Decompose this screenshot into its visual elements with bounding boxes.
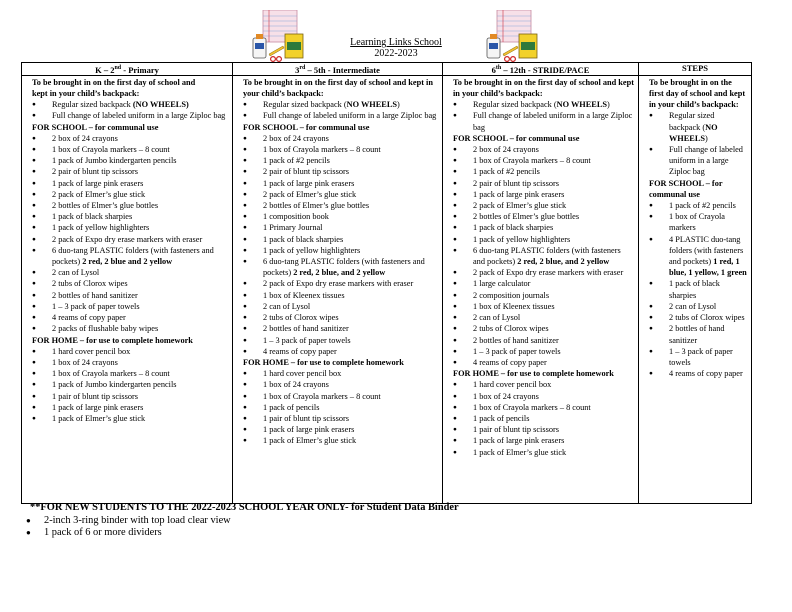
supply-item: ● 1 box of 24 crayons: [32, 357, 228, 368]
supply-item: ● 2 tubs of Clorox wipes: [453, 323, 634, 334]
supply-item: ● 2 bottles of Elmer’s glue bottles: [32, 200, 228, 211]
supply-item: ● 2 box of 24 crayons: [453, 144, 634, 155]
supply-item: ● 1 pack of yellow highlighters: [32, 222, 228, 233]
supply-item: ● 1 – 3 pack of paper towels: [32, 301, 228, 312]
supply-item: ● 2 pair of blunt tip scissors: [243, 166, 438, 177]
supply-item: ● 1 box of Kleenex tissues: [243, 290, 438, 301]
supply-item: ● 2 bottles of hand sanitizer: [453, 335, 634, 346]
supply-item: ● Full change of labeled uniform in a large Ziploc bag: [32, 110, 228, 121]
supply-item: ● 1 pack of large pink erasers: [243, 178, 438, 189]
supply-item: ● 1 box of Crayola markers – 8 count: [32, 368, 228, 379]
supply-item: ● 1 pair of blunt tip scissors: [32, 391, 228, 402]
supply-item: ● 2 box of 24 crayons: [243, 133, 438, 144]
column-header-intermediate: 3rd – 5th - Intermediate: [233, 63, 443, 76]
supply-item: ● 1 pack of large pink erasers: [453, 189, 634, 200]
dividers-item: ● 1 pack of 6 or more dividers: [28, 527, 459, 540]
new-students-section: [28, 502, 459, 540]
section-heading: FOR SCHOOL – for communal use: [243, 122, 370, 132]
supply-item: ● 6 duo-tang PLASTIC folders (with fasteners and pockets) 2 red, 2 blue and 2 yellow: [32, 245, 228, 267]
document-header: [300, 37, 492, 59]
section-heading: FOR SCHOOL – for communal use: [32, 122, 159, 132]
school-supplies-clipart-right: [485, 10, 540, 62]
supply-item: ● 1 pack of pencils: [453, 413, 634, 424]
supply-item: ● 1 Primary Journal: [243, 222, 438, 233]
column-steps: [639, 75, 752, 503]
section-heading: FOR SCHOOL – for communal use: [649, 178, 723, 199]
supply-item: ● 1 pack of black sharpies: [243, 234, 438, 245]
supply-item: ● 1 pack of Elmer’s glue stick: [453, 447, 634, 458]
column-header-stride-pace: 6th – 12th - STRIDE/PACE: [443, 63, 639, 76]
supply-item: ● 2 pair of blunt tip scissors: [32, 166, 228, 177]
supply-item: ● Full change of labeled uniform in a large Ziploc bag: [243, 110, 438, 121]
supply-item: ● 6 duo-tang PLASTIC folders (with fasteners and pockets) 2 red, 2 blue, and 2 yellow: [453, 245, 634, 267]
supply-item: ● 1 box of Crayola markers – 8 count: [453, 402, 634, 413]
supply-item: ● 2 tubs of Clorox wipes: [32, 278, 228, 289]
supply-item: ● 4 reams of copy paper: [453, 357, 634, 368]
section-heading: kept in your child’s backpack:: [32, 89, 140, 99]
supply-item: ● 1 pack of large pink erasers: [243, 424, 438, 435]
supply-item: ● 2 box of 24 crayons: [32, 133, 228, 144]
supply-item: ● 1 – 3 pack of paper towels: [649, 346, 747, 368]
section-heading: FOR HOME – for use to complete homework: [243, 357, 404, 367]
supply-item: ● 1 pack of large pink erasers: [32, 402, 228, 413]
supply-item: ● 2 pack of Elmer’s glue stick: [32, 189, 228, 200]
supply-item: ● 1 pack of Jumbo kindergarten pencils: [32, 379, 228, 390]
supply-item: ● Regular sized backpack (NO WHEELS): [453, 99, 634, 110]
supply-item: ● Regular sized backpack (NO WHEELS): [649, 110, 747, 144]
supply-item: ● 1 pack of black sharpies: [649, 278, 747, 300]
section-heading: FOR HOME – for use to complete homework: [32, 335, 193, 345]
supply-item: ● 2 composition journals: [453, 290, 634, 301]
supply-item: ● 2 bottles of hand sanitizer: [649, 323, 747, 345]
supply-item: ● 1 pack of yellow highlighters: [453, 234, 634, 245]
supply-item: ● 1 pair of blunt tip scissors: [243, 413, 438, 424]
column-primary: [22, 75, 233, 503]
supply-item: ● 2 pack of Expo dry erase markers with eraser: [453, 267, 634, 278]
school-year: 2022-2023: [374, 48, 418, 59]
supply-item: ● 2 bottles of hand sanitizer: [243, 323, 438, 334]
supply-item: ● Full change of labeled uniform in a large Ziploc bag: [453, 110, 634, 132]
supply-item: ● 1 pair of blunt tip scissors: [453, 424, 634, 435]
supply-list-table: [21, 62, 752, 504]
supply-item: ● 1 pack of Elmer’s glue stick: [32, 413, 228, 424]
supply-item: ● 2 can of Lysol: [453, 312, 634, 323]
supply-item: ● 4 reams of copy paper: [649, 368, 747, 379]
supply-item: ● 2 bottles of hand sanitizer: [32, 290, 228, 301]
supply-item: ● 1 hard cover pencil box: [243, 368, 438, 379]
supply-item: ● 2 pack of Expo dry erase markers with eraser: [243, 278, 438, 289]
supply-item: ● 1 pack of Jumbo kindergarten pencils: [32, 155, 228, 166]
supply-item: ● 1 pack of black sharpies: [453, 222, 634, 233]
column-header-primary: K – 2nd - Primary: [22, 63, 233, 76]
supply-item: ● 1 pack of #2 pencils: [243, 155, 438, 166]
supply-item: ● 1 composition book: [243, 211, 438, 222]
supply-item: ● 2 packs of flushable baby wipes: [32, 323, 228, 334]
section-heading: FOR HOME – for use to complete homework: [453, 369, 614, 379]
supply-item: ● 1 box of Kleenex tissues: [453, 301, 634, 312]
supply-item: ● 1 box of Crayola markers – 8 count: [243, 391, 438, 402]
supply-item: ● 1 large calculator: [453, 278, 634, 289]
school-name: Learning Links School: [350, 37, 442, 48]
supply-item: ● 1 pack of Elmer’s glue stick: [243, 435, 438, 446]
supply-item: ● 2 pack of Elmer’s glue stick: [243, 189, 438, 200]
supply-item: ● 2 tubs of Clorox wipes: [649, 312, 747, 323]
section-heading: To be brought in on the first day of school and kept in your child’s backpack:: [243, 77, 433, 99]
supply-item: ● 2 can of Lysol: [649, 301, 747, 312]
supply-item: ● 1 box of 24 crayons: [453, 391, 634, 402]
supply-item: ● 6 duo-tang PLASTIC folders (with fasteners and pockets) 2 red, 2 blue, and 2 yellow: [243, 256, 438, 278]
supply-item: ● 2 can of Lysol: [32, 267, 228, 278]
supply-item: ● 1 pack of #2 pencils: [453, 166, 634, 177]
supply-item: ● 1 pack of pencils: [243, 402, 438, 413]
binder-item: ● 2-inch 3-ring binder with top load clear view: [28, 515, 459, 528]
school-supplies-clipart-left: [251, 10, 306, 62]
supply-item: ● 1 box of Crayola markers – 8 count: [243, 144, 438, 155]
section-heading: FOR SCHOOL – for communal use: [453, 133, 580, 143]
section-heading: To be brought in on the first day of school and: [32, 77, 196, 87]
supply-item: ● 1 box of Crayola markers: [649, 211, 747, 233]
supply-item: ● 1 – 3 pack of paper towels: [453, 346, 634, 357]
supply-item: ● 4 reams of copy paper: [243, 346, 438, 357]
supply-item: ● 2 tubs of Clorox wipes: [243, 312, 438, 323]
supply-item: ● 2 bottles of Elmer’s glue bottles: [453, 211, 634, 222]
section-heading: To be brought in on the first day of school and kept in your child’s backpack:: [453, 77, 634, 99]
supply-item: ● Full change of labeled uniform in a large Ziploc bag: [649, 144, 747, 178]
column-header-steps: STEPS: [639, 63, 752, 76]
table-body-row: [22, 75, 752, 503]
supply-item: ● 2 pack of Expo dry erase markers with eraser: [32, 234, 228, 245]
supply-item: ● 1 pack of yellow highlighters: [243, 245, 438, 256]
supply-item: ● 1 box of Crayola markers – 8 count: [32, 144, 228, 155]
supply-item: ● 2 pack of Elmer’s glue stick: [453, 200, 634, 211]
supply-item: ● 1 box of Crayola markers – 8 count: [453, 155, 634, 166]
supply-item: ● 4 PLASTIC duo-tang folders (with fasteners and pockets) 1 red, 1 blue, 1 yellow, 1 green: [649, 234, 747, 279]
supply-item: ● Regular sized backpack (NO WHEELS): [243, 99, 438, 110]
table-header-row: [22, 63, 752, 76]
section-heading: To be brought in on the first day of school and kept in your child’s backpack:: [649, 77, 746, 110]
supply-item: ● 1 hard cover pencil box: [32, 346, 228, 357]
supply-item: ● 1 hard cover pencil box: [453, 379, 634, 390]
supply-item: ● 1 pack of large pink erasers: [453, 435, 634, 446]
supply-item: ● 4 reams of copy paper: [32, 312, 228, 323]
supply-item: ● 2 pair of blunt tip scissors: [453, 178, 634, 189]
supply-item: ● 1 box of 24 crayons: [243, 379, 438, 390]
column-stride-pace: [443, 75, 639, 503]
supply-item: ● 1 – 3 pack of paper towels: [243, 335, 438, 346]
supply-item: ● 2 can of Lysol: [243, 301, 438, 312]
new-students-heading: **FOR NEW STUDENTS TO THE 2022-2023 SCHOOL YEAR ONLY- for Student Data Binder: [30, 502, 459, 513]
column-intermediate: [233, 75, 443, 503]
supply-item: ● 2 bottles of Elmer’s glue bottles: [243, 200, 438, 211]
supply-item: ● 1 pack of large pink erasers: [32, 178, 228, 189]
supply-item: ● Regular sized backpack (NO WHEELS): [32, 99, 228, 110]
supply-item: ● 1 pack of #2 pencils: [649, 200, 747, 211]
supply-item: ● 1 pack of black sharpies: [32, 211, 228, 222]
